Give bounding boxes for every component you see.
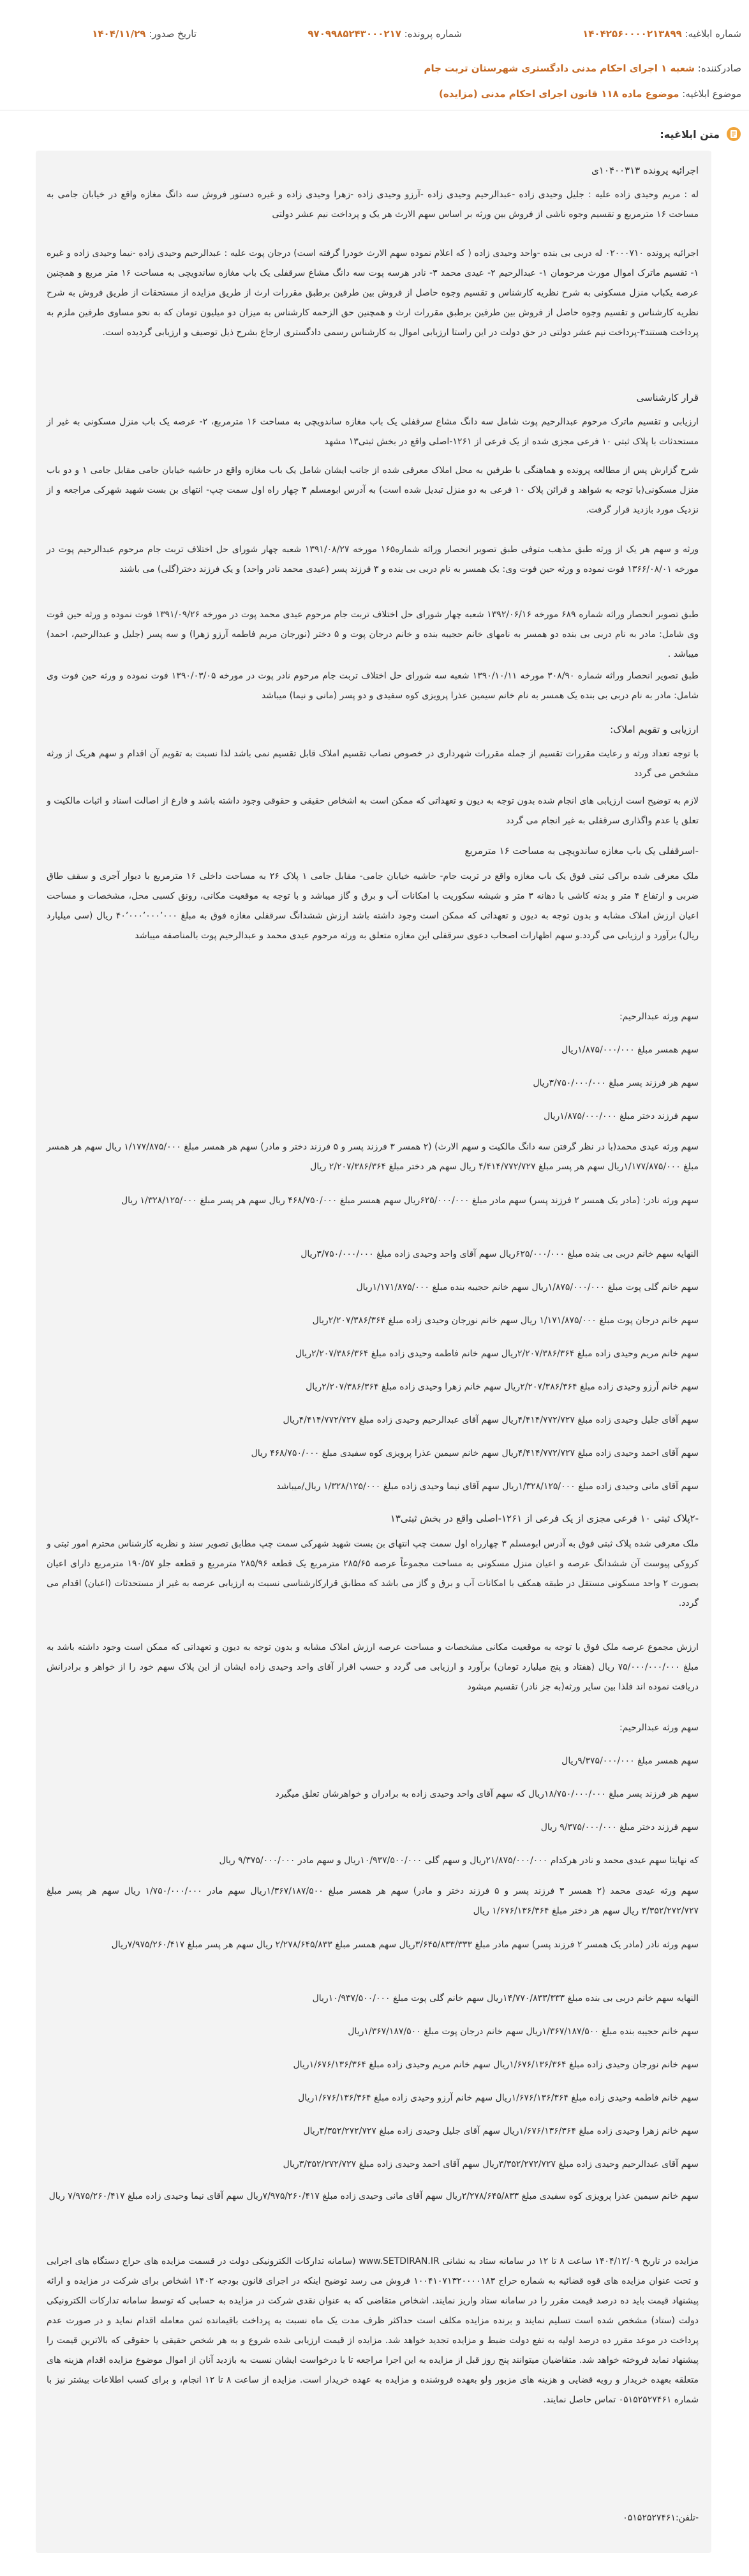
paragraph: سهم آقای جلیل وحیدی زاده مبلغ ۴/۴۱۴/۷۷۲/۷۲۷ریال سهم آقای عبدالرحیم وحیدی زاده مبلغ ۴/۴۱۴/۷۷۲/۷۲۷ریال	[283, 1415, 699, 1425]
paragraph: لازم به توضیح است ارزیابی های انجام شده بدون توجه به دیون و تعهداتی که ممکن است به اشخاص حقیقی و حقوقی وجود داشته باشد و فارغ از اصالت اسناد و اثبات مالکیت و تعلق یا عدم واگذاری سرقفلی به غیر انجام می گردد	[47, 796, 699, 826]
paragraph: له : مریم وحیدی زاده علیه : جلیل وحیدی زاده -عبدالرحیم وحیدی زاده -آرزو وحیدی زاده -زهرا وحیدی زاده و غیره دستور فروش سه دانگ مغازه واقع در خیابان جامی به مساحت ۱۶ مترمربع و تقسیم وجوه ناشی از فروش بین ورثه بر اساس سهم الارث هر یک و پرداخت نیم عشر دولتی	[47, 190, 699, 220]
paragraph: مزایده در تاریخ ۱۴۰۴/۱۲/۰۹ ساعت ۸ تا ۱۲ در سامانه ستاد به نشانی www.SETDIRAN.IR (سامانه تدارکات الکترونیکی دولت در قسمت مزایده های حراج دستگاه های اجرایی و تحت عنوان مزایده های قوه قضائیه به شماره حراج ۱۰۰۴۱۰۷۱۳۲۰۰۰۰۱۸۳ فروش می رسد توضیح اینکه در اجرای قانون بودجه ۱۴۰۲ اشخاص برای شرکت در مزایده و ارائه پیشنهاد قیمت باید ده درصد قیمت مقرر را در سامانه ستاد واریز نمایند. اشخاص متقاضی که به عنوان نقدی شرکت در مزایده به حسابی که توسط سامانه تدارکات الکترونیکی دولت (ستاد) مشخص شده است تسلیم نمایند و برنده مزایده مکلف است حداکثر ظرف مدت یک ماه نسبت به پرداخت باقیمانده ثمن معامله اقدام نماید و در صورت عدم پرداخت در موعد مقرر ده درصد اولیه به نفع دولت ضبط و مزایده تجدید خواهد شد. مزایده از قیمت ارزیابی شده شروع و به هر شخص حقیقی یا حقوقی که بالاترین قیمت را پیشنهاد نماید فروخته خواهد شد. متقاضیان میتوانند پنج روز قبل از مزایده به این اجرا مراجعه تا با درخواست ایشان نسبت به بازدید آنان از اموال موضوع مزایده اقدام هزینه های متعلقه بعهده خریدار و رویه قضایی و هزینه های مزبور ولو بعهده فروشنده و مزایده به عهده خریدار است. مزایده از ساعت ۸ تا ۱۲ انجام، و برای کسب اطلاعات بیشتر نیز با شماره ۰۵۱۵۲۵۲۷۴۶۱ تماس حاصل نمایند.	[47, 2256, 699, 2405]
paragraph: ارزش مجموع عرصه ملک فوق با توجه به موقعیت مکانی مشخصات و مساحت عرصه ارزش املاک مشابه و بدون توجه به دیون و تعهداتی که ممکن است وجود داشته باشد به مبلغ ۷۵/۰۰۰/۰۰۰/۰۰۰ ریال (هفتاد و پنج میلیارد تومان) برآورد و ارزیابی می گردد و حسب اقرار آقای واحد وحیدی زاده ایشان از این پلاک سهم خود را از خواهر و برادرانش دریافت نموده اند فلذا بین سایر ورثه(به جز نادر) تقسیم میشود	[47, 1642, 699, 1692]
phone-line: -تلفن:۰۵۱۵۲۵۲۷۴۶۱	[623, 2513, 699, 2523]
paragraph: سهم خانم آرزو وحیدی زاده مبلغ ۲/۲۰۷/۳۸۶/۳۶۴ریال سهم خانم زهرا وحیدی زاده مبلغ ۲/۲۰۷/۳۸۶/۳۶۴ریال	[306, 1382, 699, 1392]
paragraph: سهم فرزند دختر مبلغ ۹/۳۷۵/۰۰۰/۰۰۰ ریال	[540, 1822, 699, 1832]
paragraph: که نهایتا سهم عیدی محمد و نادر هرکدام ۲۱/۸۷۵/۰۰۰/۰۰۰ریال و سهم گلی ۱۰/۹۳۷/۵۰۰/۰۰۰ریال و سهم مادر ۹/۳۷۵/۰۰۰/۰۰۰ ریال	[219, 1855, 699, 1866]
document-icon	[726, 126, 741, 142]
notice-body-card	[36, 151, 711, 2553]
paragraph: سهم ورثه عیدی محمد(با در نظر گرفتن سه دانگ مالکیت و سهم الارث) (۲ همسر ۳ فرزند پسر و ۵ فرزند دختر و مادر) سهم هر همسر مبلغ ۱/۱۷۷/۸۷۵/۰۰۰ ریال سهم هر همسر مبلغ ۱/۱۷۷/۸۷۵/۰۰۰ریال سهم هر پسر مبلغ ۴/۴۱۴/۷۷۲/۷۲۷ ریال سهم هر دختر مبلغ ۲/۲۰۷/۳۸۶/۳۶۴ ریال	[47, 1142, 699, 1172]
paragraph: سهم خانم نورجان وحیدی زاده مبلغ ۱/۶۷۶/۱۳۶/۳۶۴ریال سهم خانم مریم وحیدی زاده مبلغ ۱/۶۷۶/۱۳۶/۳۶۴ریال	[293, 2060, 699, 2070]
paragraph: سهم هر فرزند پسر مبلغ ۱۸/۷۵۰/۰۰۰/۰۰۰ریال که سهم آقای واحد وحیدی زاده به برادران و خواهرشان تعلق میگیرد	[275, 1789, 699, 1799]
paragraph: سهم آقای احمد وحیدی زاده مبلغ ۴/۴۱۴/۷۷۲/۷۲۷ریال سهم خانم سیمین عذرا پرویزی کوه سفیدی مبلغ ۴۶۸/۷۵۰/۰۰۰ ریال	[251, 1448, 699, 1458]
paragraph: سهم آقای مانی وحیدی زاده مبلغ ۱/۳۲۸/۱۲۵/۰۰۰ریال سهم آقای نیما وحیدی زاده مبلغ ۱/۳۲۸/۱۲۵/۰۰۰ ریال/میباشد	[276, 1481, 699, 1492]
paragraph: ملک معرفی شده براکی ثبتی فوق یک باب مغازه واقع در تربت جام- حاشیه خیابان جامی- مقابل جامی ۱ پلاک ۲۶ به مساحت داخلی ۱۶ مترمربع با دیوار آجری و سقف طاق ضربی و ارتفاع ۴ متر و بدنه کاشی با دهانه ۳ متر و شیشه سکوریت با امکانات آب و برق و گاز میباشد و با توجه به موقعیت مکانی، رونق کسبی محل، مشخصات و مساحت اعیان ارزش املاک مشابه و بدون توجه به دیون و تعهداتی که ممکن است وجود داشته باشد ارزش ششدانگ سرقفلی مغازه فوق به مبلغ ۴۰٬۰۰۰٬۰۰۰٬۰۰۰ ریال (سی میلیارد ریال) برآورد و ارزیابی می گردد.و سهم اظهارات اصحاب دعوی سرقفلی این مغازه متعلق به ورثه مرحوم عیدی محمد و عبدالرحیم پوت بالمناصفه میباشد	[47, 871, 699, 941]
paragraph: -اسرقفلی یک باب مغازه ساندویچی به مساحت ۱۶ مترمربع	[464, 845, 699, 857]
case-number: شماره پرونده: ۹۷۰۹۹۸۵۲۴۳۰۰۰۲۱۷	[308, 28, 462, 40]
paragraph: قرار کارشناسی	[636, 392, 699, 403]
paragraph: ورثه و سهم هر یک از ورثه طبق مذهب متوفی طبق تصویر انحصار وراثه شماره۱۶۵ مورخه ۱۳۹۱/۰۸/۲۷ شعبه چهار شورای حل اختلاف تربت جام مرحوم عبدالرحیم پوت در مورخه ۱۳۶۶/۰۸/۰۱ فوت نموده و ورثه حین فوت وی: یک همسر به نام دربی بی بنده و ۳ فرزند پسر (عیدی محمد نادر واحد) و یک فرزند دختر(گلی) می باشند	[47, 544, 699, 574]
paragraph: ملک معرفی شده پلاک ثبتی فوق به آدرس ابومسلم ۳ چهارراه اول سمت چپ انتهای بن بست شهید شهرکی سمت چپ مطابق تصویر سند و نظریه کارشناس محترم امور ثبتی و کروکی پیوست آن ششدانگ عرصه و اعیان منزل مسکونی به مساحت مجموعاً عرصه ۲۸۵/۶۵ مترمربع یک قطعه ۲۸۵/۹۶ مترمربع و قطعه جلو ۱۹۰/۵۷ مترمربع دارای اعیان بصورت ۲ واحد مسکونی مستقل در طبقه همکف با امکانات آب و برق و گاز می باشد که مطابق قرارکارشناسی نسبت به ارزیابی عرصه به غیر از مستحدثات (اعیان) اقدام می گردد.	[47, 1539, 699, 1608]
paragraph: سهم فرزند دختر مبلغ ۱/۸۷۵/۰۰۰/۰۰۰ریال	[544, 1111, 699, 1121]
paragraph: سهم هر فرزند پسر مبلغ ۳/۷۵۰/۰۰۰/۰۰۰ریال	[533, 1078, 699, 1088]
paragraph: -۲پلاک ثبتی ۱۰ فرعی مجزی از یک فرعی از ۱۲۶۱-اصلی واقع در بخش ثبتی۱۳	[390, 1513, 699, 1524]
paragraph: سهم آقای عبدالرحیم وحیدی زاده مبلغ ۳/۳۵۲/۲۷۲/۷۲۷ریال سهم آقای احمد وحیدی زاده مبلغ ۳/۳۵۲/۲۷۲/۷۲۷ریال	[283, 2159, 699, 2169]
issue-date: تاریخ صدور: ۱۴۰۴/۱۱/۲۹	[92, 28, 197, 40]
paragraph: سهم ورثه نادر: (مادر یک همسر ۲ فرزند پسر) سهم مادر مبلغ ۶۲۵/۰۰۰/۰۰۰ریال سهم همسر مبلغ ۴۶۸/۷۵۰/۰۰۰ ریال سهم هر پسر مبلغ ۱/۳۲۸/۱۲۵/۰۰۰ ریال	[121, 1195, 699, 1206]
notice-id: شماره ابلاغیه: ۱۴۰۴۲۵۶۰۰۰۰۲۱۳۸۹۹	[582, 28, 741, 40]
paragraph: طبق تصویر انحصار وراثه شماره ۶۸۹ مورخه ۱۳۹۲/۰۶/۱۶ شعبه چهار شورای حل اختلاف تربت جام مرحوم عیدی محمد پوت در مورخه ۱۳۹۱/۰۹/۲۶ فوت نموده و ورثه حین فوت وی شامل: مادر به نام دربی بی بنده دو همسر به نامهای خانم حجیبه بنده و خانم درجان پوت و ۵ دختر (نورجان مریم فاطمه آرزو زهرا) و سه پسر (جلیل و عبدالرحیم، احمد) میباشد .	[47, 610, 699, 659]
paragraph: ارزیابی و تقسیم ماترک مرحوم عبدالرحیم پوت شامل سه دانگ مشاع سرقفلی یک باب مغازه ساندویچی به مساحت ۱۶ مترمربع، ۲- عرصه یک باب منزل مسکونی به غیر از مستحدثات با پلاک ثبتی ۱۰ فرعی مجزی شده از یک فرعی از ۱۲۶۱-اصلی واقع در بخش ثبتی۱۳ مشهد	[47, 417, 699, 447]
paragraph: سهم همسر مبلغ ۹/۳۷۵/۰۰۰/۰۰۰ریال	[561, 1756, 699, 1766]
header-meta	[0, 28, 749, 46]
paragraph: سهم ورثه عیدی محمد (۲ همسر ۳ فرزند پسر و ۵ فرزند دختر و مادر) سهم هر همسر مبلغ ۱/۳۶۷/۱۸۷/۵۰۰ریال سهم مادر ۱/۷۵۰/۰۰۰/۰۰۰ ریال سهم هر پسر مبلغ ۳/۳۵۲/۲۷۲/۷۲۷ ریال سهم هر دختر مبلغ ۱/۶۷۶/۱۳۶/۳۶۴ ریال	[47, 1886, 699, 1916]
paragraph: اجرائیه پرونده ۱۰۴۰۰۳۱۳ی	[591, 165, 699, 176]
paragraph: سهم ورثه عبدالرحیم:	[619, 1723, 699, 1733]
subject: موضوع ابلاغیه: موضوع ماده ۱۱۸ قانون اجرای احکام مدنی (مزایده)	[438, 88, 741, 100]
paragraph: با توجه تعداد ورثه و رعایت مقررات تقسیم از جمله مقررات شهرداری در خصوص نصاب تقسیم املاک قابل تقسیم نمی باشد لذا نسبت به تقویم آن اقدام و سهم هریک از ورثه مشخص می گردد	[47, 749, 699, 779]
paragraph: طبق تصویر انحصار وراثه شماره ۳۰۸/۹۰ مورخه ۱۳۹۰/۱۰/۱۱ شعبه سه شورای حل اختلاف تربت جام مرحوم نادر پوت در مورخه ۱۳۹۰/۰۳/۰۵ فوت نموده و ورثه حین فوت وی شامل: مادر به نام دربی بی بنده یک همسر به نام خانم سیمین عذرا پرویزی کوه سفیدی و دو پسر (مانی و نیما) میباشد	[47, 671, 699, 701]
paragraph: سهم خانم مریم وحیدی زاده مبلغ ۲/۲۰۷/۳۸۶/۳۶۴ریال سهم خانم فاطمه وحیدی زاده مبلغ ۲/۲۰۷/۳۸۶/۳۶۴ریال	[295, 1349, 699, 1359]
paragraph: النهایه سهم خانم دربی بی بنده مبلغ ۱۴/۷۷۰/۸۳۳/۳۳۳ریال سهم خانم گلی پوت مبلغ ۱۰/۹۳۷/۵۰۰/۰۰۰ریال	[312, 1993, 699, 2003]
paragraph: سهم خانم زهرا وحیدی زاده مبلغ ۱/۶۷۶/۱۳۶/۳۶۴ریال سهم آقای جلیل وحیدی زاده مبلغ ۳/۳۵۲/۲۷۲/۷۲۷ریال	[303, 2126, 699, 2136]
paragraph: سهم خانم فاطمه وحیدی زاده مبلغ ۱/۶۷۶/۱۳۶/۳۶۴ریال سهم خانم آرزو وحیدی زاده مبلغ ۱/۶۷۶/۱۳۶/۳۶۴ریال	[298, 2093, 699, 2103]
section-title	[660, 125, 741, 143]
paragraph: اجرائیه پرونده ۰۲۰۰۰۷۱۰ له دربی بی بنده -واحد وحیدی زاده ( که اعلام نموده سهم الارث خودرا گرفته است) درجان پوت علیه : عبدالرحیم وحیدی زاده -نیما وحیدی زاده و غیره ۱- تقسیم ماترک اموال مورث مرحومان ۱- عبدالرحیم ۲- عیدی محمد ۳- نادر هرسه پوت سه دانگ مشاع سرقفلی یک باب مغازه ساندویچی به مساحت ۱۶ متر مربع و همچنین عرصه یکباب منزل مسکونی به شرح نظریه کارشناس و تقسیم وجوه حاصل از فروش بین طرفین برطبق مقررات ارث از طریق مزایده از مستحقات از طریق فروش به شرح نظریه کارشناس و تقسیم وجوه حاصل از فروش بین طرفین برطبق مقررات ارث و همچنین حق الزحمه کارشناس به میزان دو میلیون تومان که به نحو مساوی طرفین ملزم به پرداخت هستند۳-پرداخت نیم عشر دولتی در حق دولت در این راستا ارزیابی اموال به کارشناس رسمی دادگستری ارجاع بشرح ذیل توصیف و ارزیابی گردیده است.	[47, 248, 699, 338]
paragraph: سهم خانم گلی پوت مبلغ ۱/۸۷۵/۰۰۰/۰۰۰ریال سهم خانم حجیبه بنده مبلغ ۱/۱۷۱/۸۷۵/۰۰۰ریال	[356, 1282, 699, 1292]
paragraph: سهم خانم حجیبه بنده مبلغ ۱/۳۶۷/۱۸۷/۵۰۰ریال سهم خانم درجان پوت مبلغ ۱/۳۶۷/۱۸۷/۵۰۰ریال	[348, 2026, 699, 2037]
paragraph: ارزیابی و تقویم املاک:	[610, 724, 699, 735]
paragraph: سهم ورثه عبدالرحیم:	[619, 1012, 699, 1022]
paragraph: سهم ورثه نادر (مادر یک همسر ۲ فرزند پسر) سهم مادر مبلغ ۳/۶۴۵/۸۳۳/۳۳۳ریال سهم همسر مبلغ ۲/۲۷۸/۶۴۵/۸۳۳ ریال سهم هر پسر مبلغ ۷/۹۷۵/۲۶۰/۴۱۷ریال	[111, 1940, 699, 1950]
paragraph: شرح گزارش پس از مطالعه پرونده و هماهنگی با طرفین به محل املاک معرفی شده از جانب ایشان شامل یک باب مغازه واقع در حاشیه خیابان جامی مقابل جامی ۱ و دو باب منزل مسکونی(با توجه به شواهد و قرائن پلاک ۱۰ فرعی به دو منزل تبدیل شده است) به آدرس ابومسلم ۳ چهار راه اول سمت چپ- انتهای بن بست شهید شهرکی مراجعه و از نزدیک مورد بازدید قرار گرفت.	[47, 465, 699, 515]
paragraph: سهم همسر مبلغ ۱/۸۷۵/۰۰۰/۰۰۰ریال	[561, 1045, 699, 1055]
paragraph: سهم خانم سیمین عذرا پرویزی کوه سفیدی مبلغ ۲/۲۷۸/۶۴۵/۸۳۳ریال سهم آقای مانی وحیدی زاده مبلغ ۷/۹۷۵/۲۶۰/۴۱۷ریال سهم آقای نیما وحیدی زاده مبلغ ۷/۹۷۵/۲۶۰/۴۱۷ ریال	[48, 2191, 699, 2201]
paragraph: سهم خانم درجان پوت مبلغ ۱/۱۷۱/۸۷۵/۰۰۰ ریال سهم خانم نورجان وحیدی زاده مبلغ ۲/۲۰۷/۳۸۶/۳۶۴ریال	[312, 1315, 699, 1326]
section-title-text: متن ابلاغیه:	[660, 128, 720, 140]
issuer: صادرکننده: شعبه ۱ اجرای احکام مدنی دادگستری شهرستان تربت جام	[424, 63, 741, 74]
paragraph: النهایه سهم خانم دربی بی بنده مبلغ ۶۲۵/۰۰۰/۰۰۰ریال سهم آقای واحد وحیدی زاده مبلغ ۳/۷۵۰/۰۰۰/۰۰۰ریال	[300, 1249, 699, 1259]
